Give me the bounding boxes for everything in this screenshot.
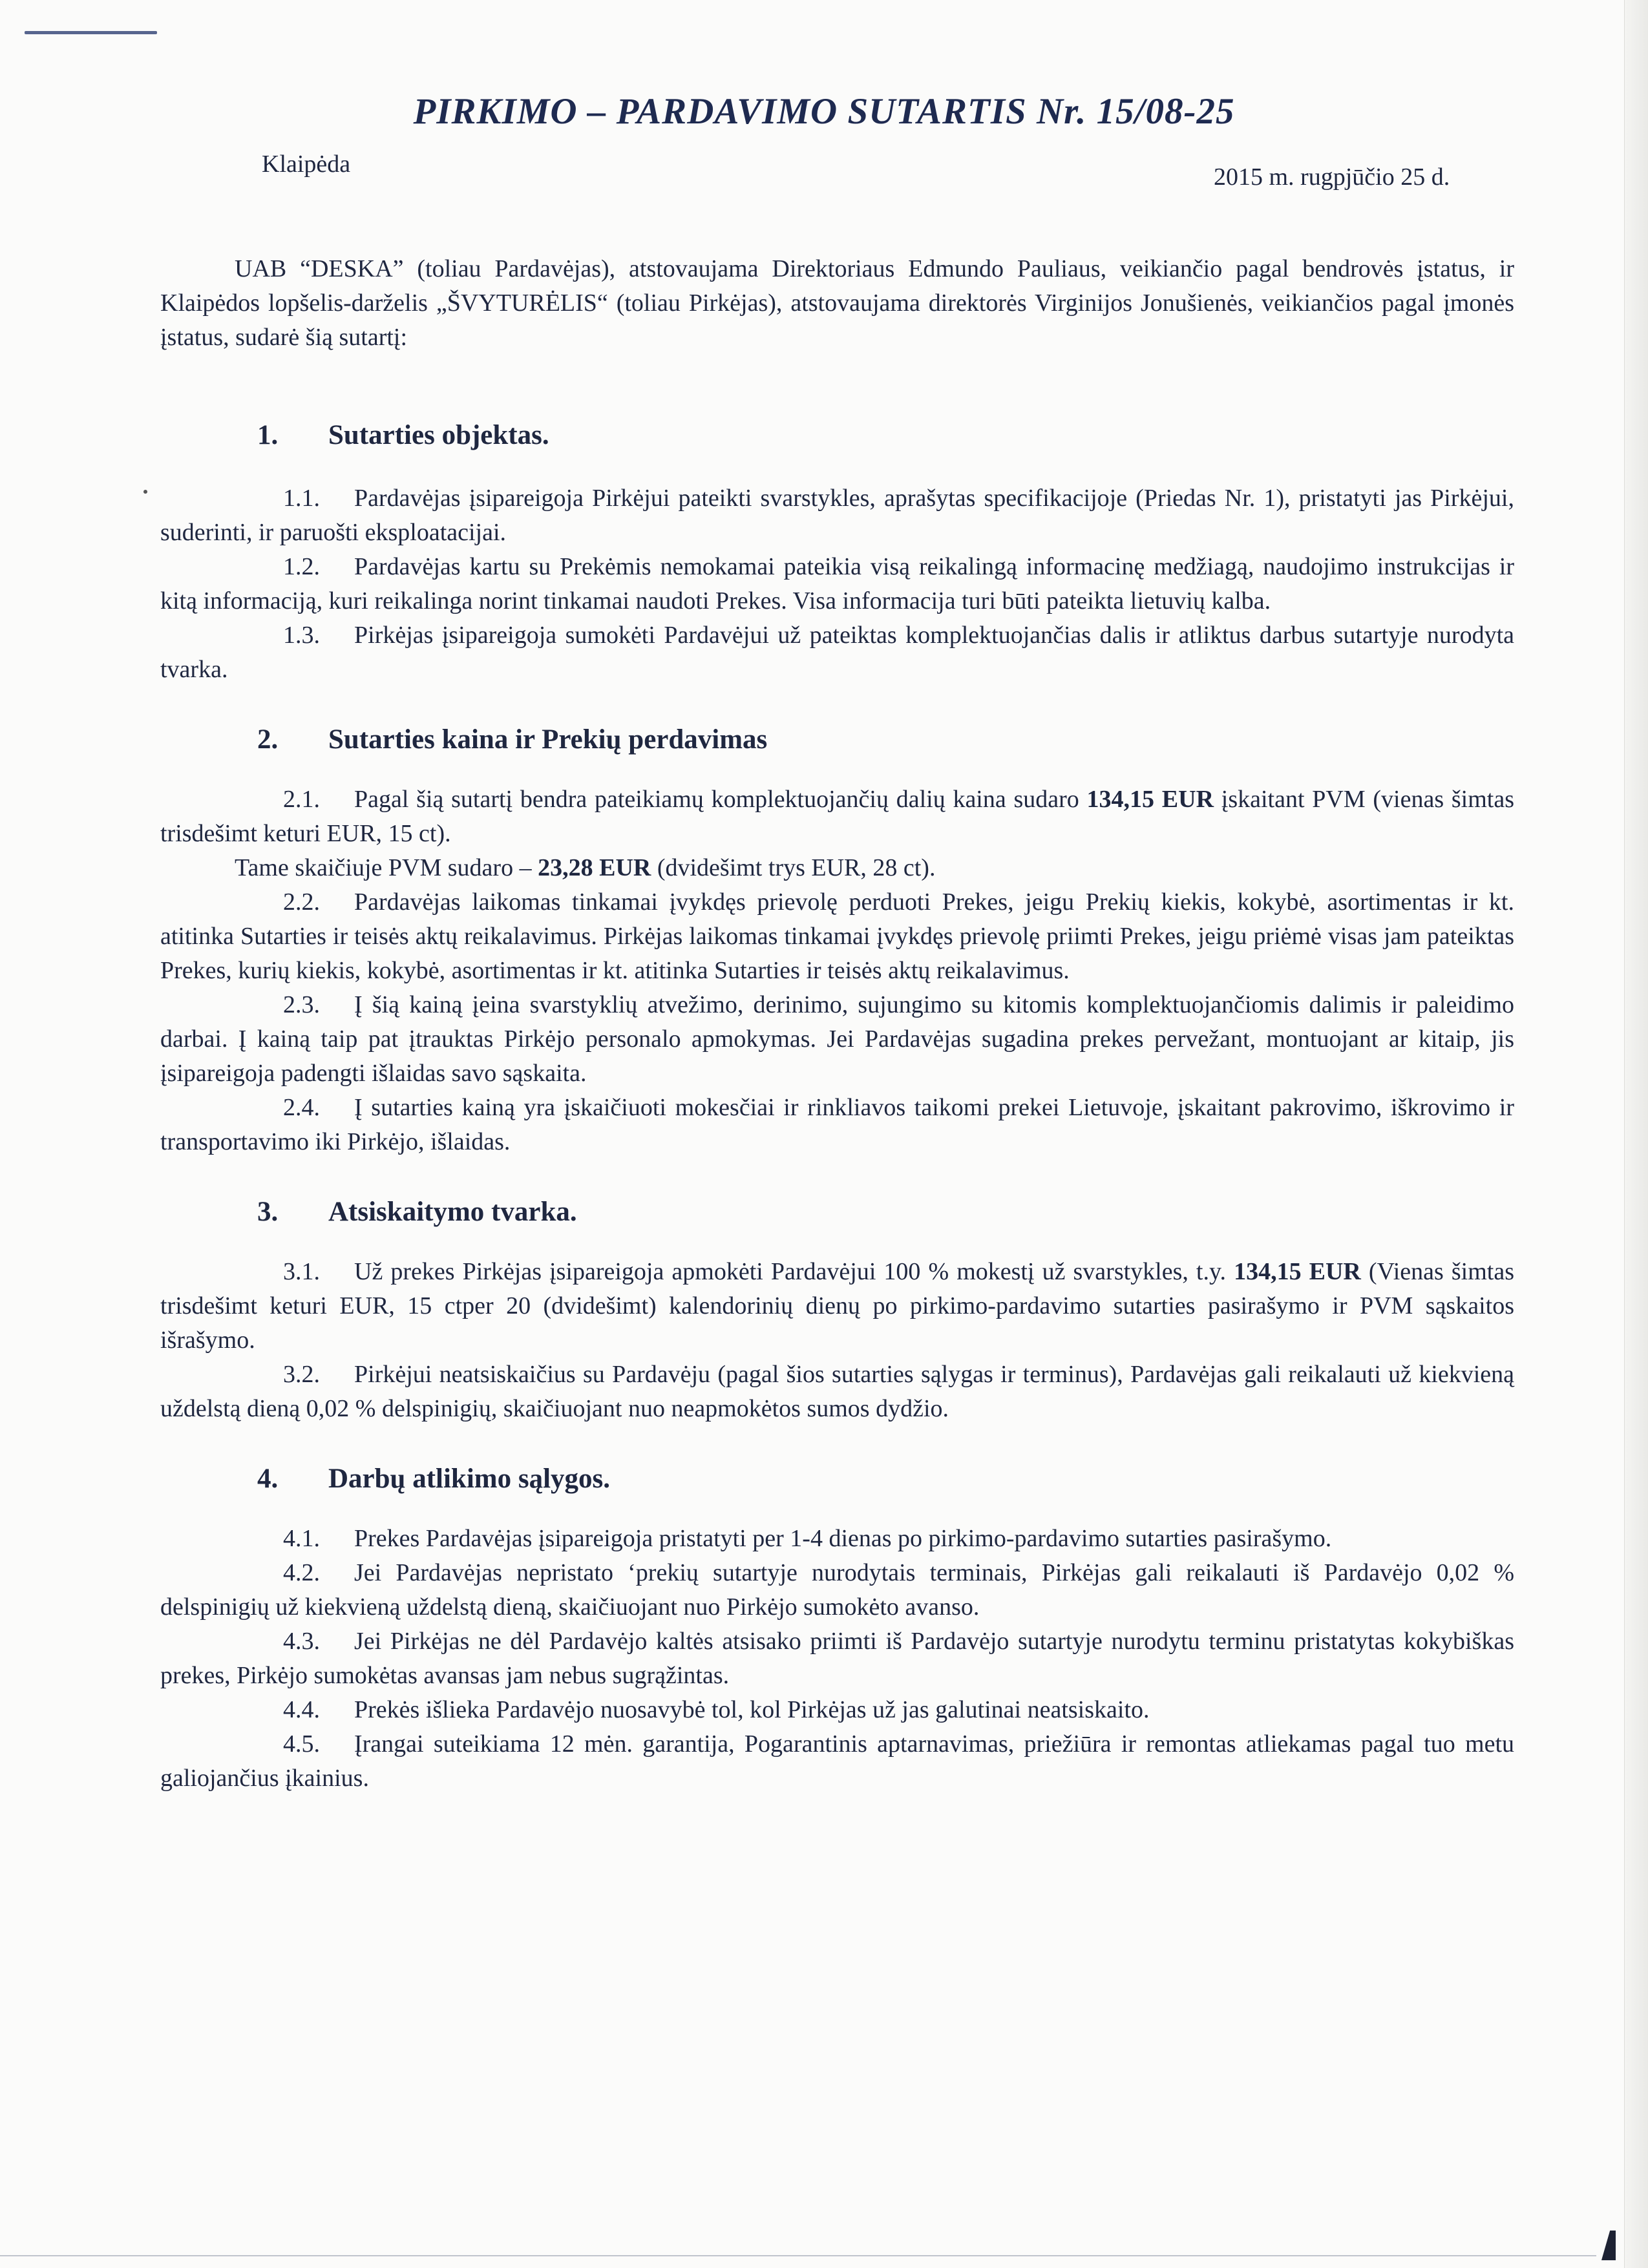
section-title: Sutarties objektas. (328, 420, 549, 450)
clause (160, 618, 1514, 687)
clause (160, 1091, 1514, 1159)
vat-amount: 23,28 EUR (538, 854, 651, 881)
clause-number: 2.3. (283, 991, 320, 1018)
scan-edge (1624, 0, 1648, 2268)
clause-amount: 134,15 EUR (1086, 786, 1214, 813)
clause (160, 1358, 1514, 1426)
scan-line (0, 2255, 1596, 2256)
clause-number: 4.4. (283, 1696, 320, 1723)
section-heading (160, 418, 1514, 452)
section-title: Sutarties kaina ir Prekių perdavimas (328, 724, 768, 755)
clause-text: įskaitant PVM (vienas šimtas trisdešimt keturi EUR, 15 ct). (160, 786, 1514, 847)
document-date: 2015 m. rugpjūčio 25 d. (1214, 163, 1450, 191)
clause (160, 550, 1514, 618)
document-body (160, 252, 1514, 1796)
document-place: Klaipėda (262, 151, 351, 178)
clause-text: Pagal šią sutartį bendra pateikiamų komplektuojančių dalių kaina sudaro (354, 786, 1087, 813)
clause-text: Į šią kainą įeina svarstyklių atvežimo, derinimo, sujungimo su kitomis komplektuojančiomis dalimis ir paleidimo darbai. Į kainą taip pat įtrauktas Pirkėjo personalo apmokymas. Jei Pardavėjas sugadina prekes pervežant, montuojant ar kitaip, jis įsipareigoja padengti išlaidas savo sąskaita. (160, 991, 1514, 1087)
clause (160, 481, 1514, 550)
clause-text: Pardavėjas kartu su Prekėmis nemokamai pateikia visą reikalingą informacinę medžiagą, naudojimo instrukcijas ir kitą informaciją, kuri reikalinga norint tinkamai naudoti Prekes. Visa informacija turi būti pateikta lietuvių kalba. (160, 553, 1514, 614)
clause-text: Į sutarties kainą yra įskaičiuoti mokesčiai ir rinkliavos taikomi prekei Lietuvoje, įskaitant pakrovimo, iškrovimo ir transportavimo iki Pirkėjo, išlaidas. (160, 1094, 1514, 1155)
clause (160, 1624, 1514, 1693)
clause (160, 1556, 1514, 1624)
clause-text: Jei Pardavėjas nepristato ‘prekių sutartyje nurodytais terminais, Pirkėjas gali reikalauti iš Pardavėjo 0,02 % delspinigių už kiekvieną uždelstą dieną, skaičiuojant nuo Pirkėjo sumokėto avanso. (160, 1559, 1514, 1621)
section-number: 2. (257, 724, 279, 755)
vat-text: (dvidešimt trys EUR, 28 ct). (651, 854, 936, 881)
section-heading (160, 722, 1514, 757)
clause-number: 1.2. (283, 553, 320, 580)
preamble: UAB “DESKA” (toliau Pardavėjas), atstovaujama Direktoriaus Edmundo Pauliaus, veikiančio pagal bendrovės įstatus, ir Klaipėdos lopšelis-darželis „ŠVYTURĖLIS“ (toliau Pirkėjas), atstovaujama direktorės Virginijos Jonušienės, veikiančios pagal įmonės įstatus, sudarė šią sutartį: (160, 255, 1514, 351)
clause-text: Prekes Pardavėjas įsipareigoja pristatyti per 1-4 dienas po pirkimo-pardavimo sutarties pasirašymo. (354, 1525, 1332, 1552)
document-title: PIRKIMO – PARDAVIMO SUTARTIS Nr. 15/08-25 (413, 91, 1235, 132)
vat-line (160, 851, 1514, 885)
clause (160, 1693, 1514, 1727)
clause-number: 4.1. (283, 1525, 320, 1552)
clause-number: 4.3. (283, 1628, 320, 1655)
section-number: 3. (257, 1197, 279, 1227)
section-number: 4. (257, 1464, 279, 1494)
clause-number: 1.1. (283, 485, 320, 512)
clause (160, 1727, 1514, 1796)
section-heading (160, 1462, 1514, 1496)
section-number: 1. (257, 420, 279, 450)
clause-text: Už prekes Pirkėjas įsipareigoja apmokėti Pardavėjui 100 % mokestį už svarstykles, t.y. (354, 1258, 1234, 1285)
section-title: Darbų atlikimo sąlygos. (328, 1464, 611, 1494)
section-heading (160, 1195, 1514, 1229)
clause-number: 2.4. (283, 1094, 320, 1121)
clause (160, 782, 1514, 851)
clause-number: 1.3. (283, 622, 320, 649)
clause-text: (Vienas šimtas trisdešimt keturi EUR, 15 ctper 20 (dvidešimt) kalendorinių dienų po pirkimo-pardavimo sutarties pasirašymo ir PVM sąskaitos išrašymo. (160, 1258, 1514, 1354)
clause-number: 4.2. (283, 1559, 320, 1586)
section-title: Atsiskaitymo tvarka. (328, 1197, 577, 1227)
vat-text: Tame skaičiuje PVM sudaro – (235, 854, 538, 881)
clause-text: Prekės išlieka Pardavėjo nuosavybė tol, kol Pirkėjas už jas galutinai neatsiskaito. (354, 1696, 1150, 1723)
clause (160, 988, 1514, 1091)
clause (160, 1255, 1514, 1358)
clause-text: Pirkėjas įsipareigoja sumokėti Pardavėjui už pateiktas komplektuojančias dalis ir atliktus darbus sutartyje nurodyta tvarka. (160, 622, 1514, 683)
speck (143, 490, 147, 494)
clause-number: 3.1. (283, 1258, 320, 1285)
clause-text: Įrangai suteikiama 12 mėn. garantija, Pogarantinis aptarnavimas, priežiūra ir remontas atliekamas pagal tuo metu galiojančius įkainius. (160, 1730, 1514, 1792)
clause-number: 2.1. (283, 786, 320, 813)
scan-mark (25, 31, 157, 34)
clause-number: 2.2. (283, 888, 320, 916)
clause (160, 885, 1514, 988)
clause-number: 3.2. (283, 1361, 320, 1388)
clause-number: 4.5. (283, 1730, 320, 1758)
clause-text: Pardavėjas laikomas tinkamai įvykdęs prievolę perduoti Prekes, jeigu Prekių kiekis, kokybė, asortimentas ir kt. atitinka Sutarties ir teisės aktų reikalavimus. Pirkėjas laikomas tinkamai įvykdęs prievolę priimti Prekes, jeigu priėmė visas jam pateiktas Prekes, kurių kiekis, kokybė, asortimentas ir kt. atitinka Sutarties ir teisės aktų reikalavimus. (160, 888, 1514, 984)
clause-text: Jei Pirkėjas ne dėl Pardavėjo kaltės atsisako priimti iš Pardavėjo sutartyje nurodytu terminu pristatytas kokybiškas prekes, Pirkėjo sumokėtas avansas jam nebus sugrąžintas. (160, 1628, 1514, 1689)
clause-amount: 134,15 EUR (1234, 1258, 1361, 1285)
clause-text: Pardavėjas įsipareigoja Pirkėjui pateikti svarstykles, aprašytas specifikacijoje (Priedas Nr. 1), pristatyti jas Pirkėjui, suderinti, ir paruošti eksploatacijai. (160, 485, 1514, 546)
corner-mark (1601, 2231, 1616, 2260)
clause (160, 1522, 1514, 1556)
clause-text: Pirkėjui neatsiskaičius su Pardavėju (pagal šios sutarties sąlygas ir terminus), Pardavėjas gali reikalauti už kiekvieną uždelstą dieną 0,02 % delspinigių, skaičiuojant nuo neapmokėtos sumos dydžio. (160, 1361, 1514, 1422)
